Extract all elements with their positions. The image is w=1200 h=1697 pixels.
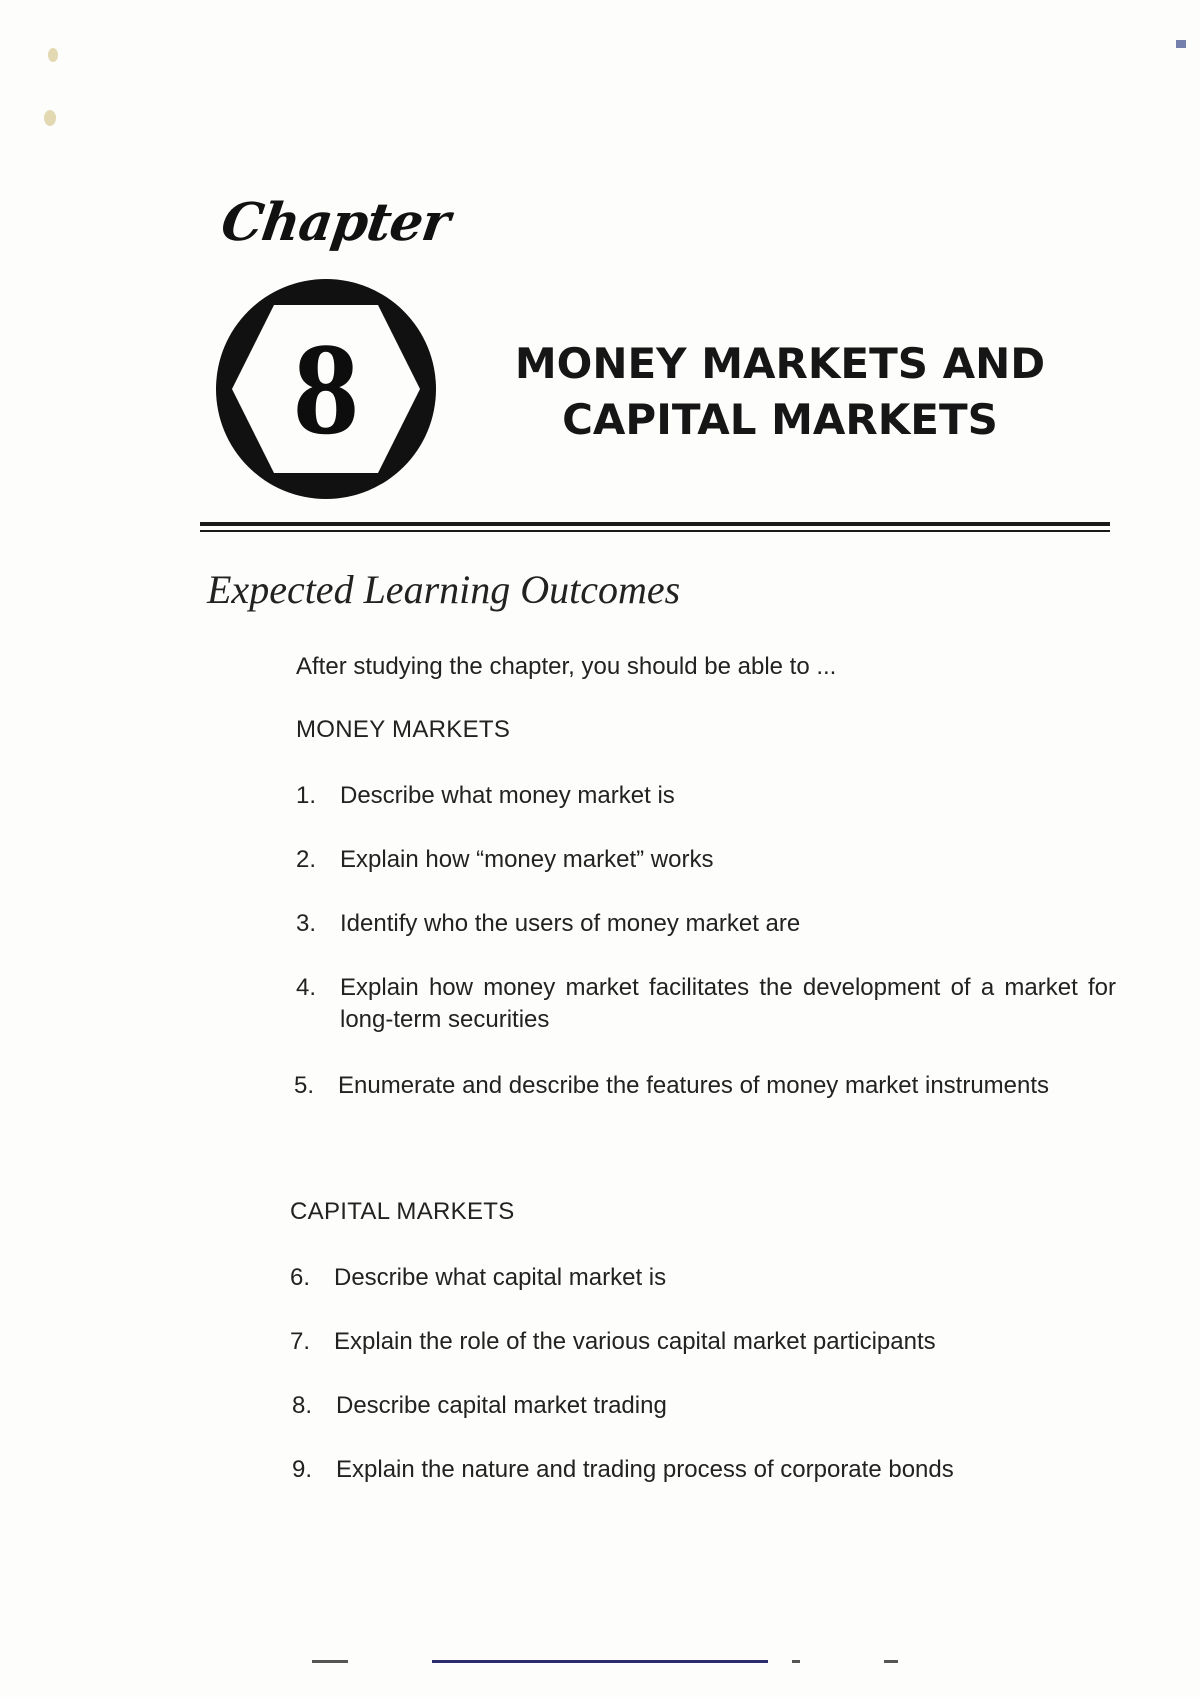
- list-item-number: 3.: [296, 910, 317, 937]
- list-item: [290, 1326, 1116, 1358]
- list-item-text: Explain how money market facilitates the development of a market for long-term securities: [340, 974, 1116, 1033]
- list-item-number: 8.: [292, 1392, 313, 1419]
- list-item: [296, 972, 1116, 1036]
- list-item: [292, 1454, 1116, 1486]
- list-item: [296, 908, 1116, 940]
- list-item-text: Describe capital market trading: [336, 1392, 667, 1419]
- list-item-text: Explain how “money market” works: [340, 846, 714, 873]
- outcomes-intro: After studying the chapter, you should be able to ...: [296, 653, 837, 680]
- list-item-number: 4.: [296, 974, 317, 1001]
- list-item-text: Identify who the users of money market are: [340, 910, 801, 937]
- list-item-number: 1.: [296, 782, 317, 809]
- outcomes-heading: Expected Learning Outcomes: [207, 567, 681, 612]
- capital-markets-heading: CAPITAL MARKETS: [290, 1198, 515, 1225]
- list-item-text: Enumerate and describe the features of money market instruments: [338, 1072, 1050, 1099]
- chapter-number: 8: [293, 315, 359, 462]
- list-item: [290, 1262, 1116, 1294]
- list-item: [296, 844, 1116, 876]
- list-item-text: Explain the role of the various capital market participants: [334, 1328, 936, 1355]
- money-markets-heading: MONEY MARKETS: [296, 716, 511, 743]
- chapter-label: Chapter: [217, 192, 454, 253]
- list-item: [294, 1070, 1116, 1102]
- list-item: [296, 780, 1116, 812]
- list-item: [292, 1390, 1116, 1422]
- scan-edge-line: [432, 1660, 768, 1663]
- list-item-text: Describe what money market is: [340, 782, 675, 809]
- list-item-number: 2.: [296, 846, 317, 873]
- list-item-text: Describe what capital market is: [334, 1264, 667, 1291]
- divider-thick: [200, 522, 1110, 526]
- divider-thin: [200, 530, 1110, 532]
- list-item-number: 6.: [290, 1264, 311, 1291]
- list-item-number: 5.: [294, 1072, 315, 1099]
- list-item-text: Explain the nature and trading process of corporate bonds: [336, 1456, 954, 1483]
- list-item-number: 9.: [292, 1456, 313, 1483]
- chapter-title-line1: MONEY MARKETS AND: [514, 339, 1046, 388]
- scan-mark: [1176, 40, 1186, 48]
- scan-edge-line: [792, 1660, 800, 1663]
- scan-edge-line: [312, 1660, 348, 1663]
- chapter-title-line2: CAPITAL MARKETS: [562, 395, 998, 444]
- chapter-badge: [212, 275, 440, 503]
- scan-speck: [44, 110, 56, 126]
- list-item-number: 7.: [290, 1328, 311, 1355]
- scan-speck: [48, 48, 58, 62]
- chapter-title: [500, 336, 1060, 448]
- scan-edge-line: [884, 1660, 898, 1663]
